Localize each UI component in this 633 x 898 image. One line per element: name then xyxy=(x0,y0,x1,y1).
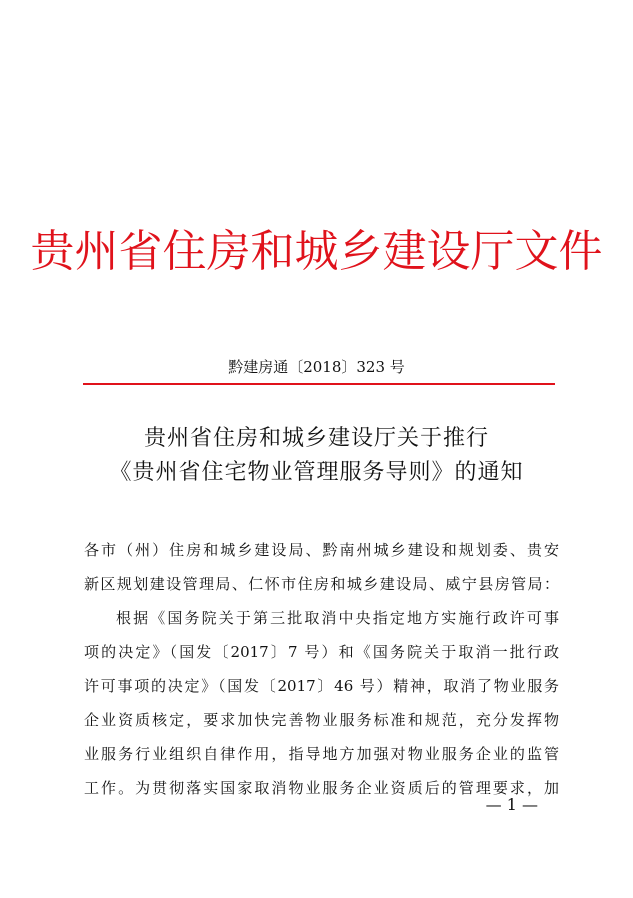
notice-title-line-1: 贵州省住房和城乡建设厅关于推行 xyxy=(143,426,489,451)
body-paragraph-line: 根据《国务院关于第三批取消中央指定地方实施行政许可事 xyxy=(116,609,559,627)
body-paragraph-line: 许可事项的决定》（国发〔2017〕46 号）精神，取消了物业服务 xyxy=(84,677,559,695)
page-number: — 1 — xyxy=(485,795,538,814)
document-number: 黔建房通〔2018〕323 号 xyxy=(228,358,405,376)
body-paragraph-line: 工作。为贯彻落实国家取消物业服务企业资质后的管理要求，加 xyxy=(84,779,559,797)
body-paragraph-line: 业服务行业组织自律作用，指导地方加强对物业服务企业的监管 xyxy=(84,745,559,763)
notice-title-line-2: 《贵州省住宅物业管理服务导则》的通知 xyxy=(109,460,524,485)
document-header-title: 贵州省住房和城乡建设厅文件 xyxy=(30,226,603,277)
addressee-line-2: 新区规划建设管理局、仁怀市住房和城乡建设局、威宁县房管局： xyxy=(84,575,559,593)
notice-title xyxy=(0,422,633,490)
body-paragraph-line: 企业资质核定，要求加快完善物业服务标准和规范，充分发挥物 xyxy=(84,711,559,729)
red-divider-line xyxy=(83,383,555,385)
addressee-line-1: 各市（州）住房和城乡建设局、黔南州城乡建设和规划委、贵安 xyxy=(84,541,559,559)
notice-body xyxy=(84,533,559,805)
body-paragraph-line: 项的决定》（国发〔2017〕7 号）和《国务院关于取消一批行政 xyxy=(84,643,559,661)
